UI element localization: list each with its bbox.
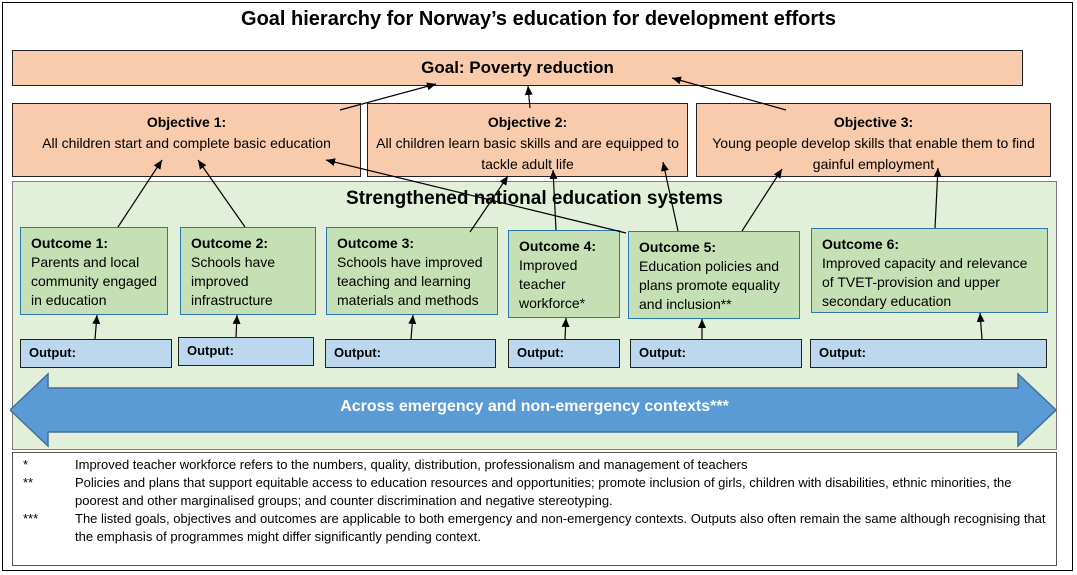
objective-2-text: All children learn basic skills and are equipped to tackle adult life — [376, 135, 679, 172]
objective-1-text: All children start and complete basic education — [42, 135, 331, 151]
outcome-2-text: Schools have improved infrastructure — [191, 254, 276, 308]
output-6-box: Output: — [810, 339, 1047, 368]
footnote — [13, 456, 1056, 474]
footnote-text: Policies and plans that support equitable access to education resources and opportunities; promote inclusion of girls, children with disabilities, ethnic minorities, the poorest and other marginalised groups; and counter discrimination and negative stereotyping. — [75, 475, 1012, 508]
footnote-text: Improved teacher workforce refers to the numbers, quality, distribution, professionalism and management of teachers — [75, 457, 748, 472]
outcome-6-text: Improved capacity and relevance of TVET-provision and upper secondary education — [822, 255, 1028, 309]
arrow-output-4-to-outcome-4 — [565, 318, 566, 339]
arrow-output-1-to-outcome-1 — [95, 315, 97, 339]
footnotes-box — [12, 452, 1057, 566]
outcome-4-heading: Outcome 4: — [519, 238, 597, 254]
output-2-box: Output: — [178, 337, 314, 366]
national-systems-label: Strengthened national education systems — [346, 188, 723, 209]
arrow-output-6-to-outcome-6 — [980, 313, 982, 339]
outcome-3-text: Schools have improved teaching and learning materials and methods — [337, 254, 483, 308]
arrow-output-3-to-outcome-3 — [411, 315, 413, 339]
arrow-outcome-4-to-objective-2 — [553, 170, 556, 230]
footnote — [13, 510, 1056, 546]
footnote-text: The listed goals, objectives and outcomes are applicable to both emergency and non-emergency contexts. Outputs also often remain the same although recognising that the emphasis of programmes might differ significantly pending context. — [75, 511, 1046, 544]
arrow-outcome-1-to-objective-1 — [118, 160, 162, 227]
outcome-5-heading: Outcome 5: — [639, 239, 717, 255]
arrow-outcome-5-to-objective-3 — [742, 169, 782, 231]
outcome-4-text: Improved teacher workforce* — [519, 257, 586, 311]
outcome-2-heading: Outcome 2: — [191, 235, 269, 251]
arrow-outcome-3-to-objective-2 — [470, 176, 508, 232]
arrow-objective-1-to-goal — [340, 84, 436, 110]
arrow-outcome-5-to-objective-2 — [663, 162, 678, 231]
output-5-box: Output: — [630, 339, 802, 368]
arrow-output-2-to-outcome-2 — [236, 315, 237, 337]
footnote-marker: *** — [23, 511, 39, 526]
objective-1-heading: Objective 1: — [146, 114, 227, 130]
contexts-banner-label: Across emergency and non-emergency contexts*** — [340, 398, 729, 415]
output-4-box: Output: — [508, 339, 620, 368]
outcome-1-text: Parents and local community engaged in education — [31, 254, 158, 308]
goal-box: Goal: Poverty reduction — [12, 50, 1023, 86]
arrow-objective-2-to-goal — [528, 86, 530, 108]
outcome-5-text: Education policies and plans promote equality and inclusion** — [639, 258, 780, 312]
arrow-outcome-2-to-objective-1 — [198, 160, 245, 227]
output-3-box: Output: — [325, 339, 496, 368]
arrow-outcome-6-to-objective-3 — [935, 168, 938, 228]
footnote — [13, 474, 1056, 510]
arrow-outcome-5-to-objective-1 — [326, 160, 626, 233]
objective-3-text: Young people develop skills that enable them to find gainful employment — [712, 135, 1035, 172]
outcome-1-heading: Outcome 1: — [31, 235, 109, 251]
outcome-3-heading: Outcome 3: — [337, 235, 415, 251]
footnote-marker: * — [23, 457, 29, 472]
arrow-objective-3-to-goal — [672, 78, 786, 110]
objective-2-heading: Objective 2: — [487, 114, 568, 130]
output-1-box: Output: — [20, 339, 172, 368]
footnote-marker: ** — [23, 475, 34, 490]
diagram-title: Goal hierarchy for Norway’s education for development efforts — [241, 8, 836, 30]
objective-3-heading: Objective 3: — [833, 114, 914, 130]
outcome-6-heading: Outcome 6: — [822, 236, 900, 252]
